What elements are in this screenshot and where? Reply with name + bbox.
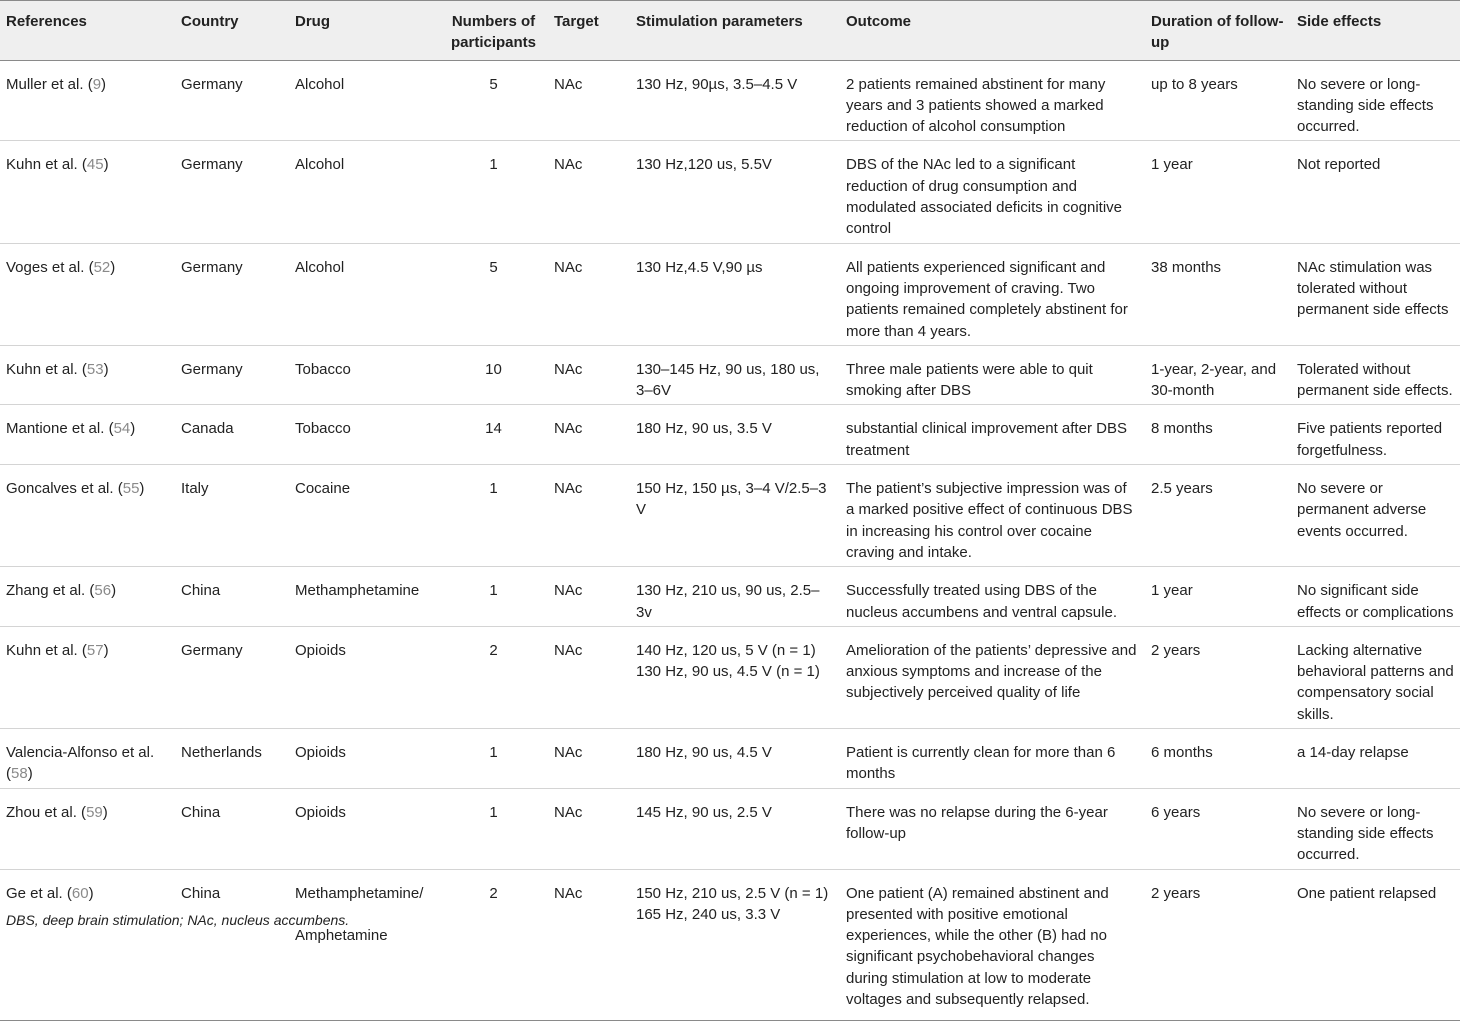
parameters-cell: 130–145 Hz, 90 us, 180 us, 3–6V: [630, 345, 840, 405]
duration-cell: 2.5 years: [1145, 465, 1291, 567]
citation-link[interactable]: 60: [71, 884, 89, 902]
country-cell: China: [175, 788, 289, 869]
parameters-cell: 180 Hz, 90 us, 4.5 V: [630, 729, 840, 789]
side-effects-cell: Tolerated without permanent side effects.: [1291, 345, 1460, 405]
reference-cell: Ge et al. (60): [0, 869, 175, 1021]
duration-cell: 6 years: [1145, 788, 1291, 869]
target-cell: NAc: [548, 243, 630, 345]
reference-cell: Kuhn et al. (53): [0, 345, 175, 405]
side-effects-cell: Five patients reported forgetfulness.: [1291, 405, 1460, 465]
header-target: Target: [548, 1, 630, 61]
table-row: [0, 788, 1460, 869]
parameters-line-1: 150 Hz, 210 us, 2.5 V (n = 1): [636, 884, 829, 902]
country-cell: Germany: [175, 626, 289, 728]
author-text: Zhang et al.: [6, 582, 86, 600]
header-side-effects: Side effects: [1291, 1, 1460, 61]
duration-cell: 1 year: [1145, 141, 1291, 243]
country-cell: Germany: [175, 243, 289, 345]
author-text: Goncalves et al.: [6, 480, 114, 498]
reference-cell: Mantione et al. (54): [0, 405, 175, 465]
participants-cell: 1: [439, 141, 548, 243]
outcome-cell: One patient (A) remained abstinent and presented with positive emotional experiences, while the other (B) had no significant psychobehavioral changes during stimulation at low to moderate voltages and subsequently relapsed.: [840, 869, 1145, 1021]
author-text: Kuhn et al.: [6, 156, 78, 174]
reference-cell: Zhang et al. (56): [0, 567, 175, 627]
table-row: [0, 60, 1460, 141]
table-body: [0, 60, 1460, 1021]
participants-cell: 2: [439, 626, 548, 728]
parameters-cell: 130 Hz, 210 us, 90 us, 2.5–3v: [630, 567, 840, 627]
target-cell: NAc: [548, 465, 630, 567]
reference-cell: Kuhn et al. (57): [0, 626, 175, 728]
parameters-cell: 140 Hz, 120 us, 5 V (n = 1) 130 Hz, 90 us, 4.5 V (n = 1): [630, 626, 840, 728]
country-cell: Canada: [175, 405, 289, 465]
target-cell: NAc: [548, 869, 630, 1021]
outcome-cell: The patient’s subjective impression was of a marked positive effect of continuous DBS in increasing his control over cocaine craving and intake.: [840, 465, 1145, 567]
drug-line-1: Methamphetamine/: [295, 884, 424, 902]
parameters-cell: 130 Hz,120 us, 5.5V: [630, 141, 840, 243]
target-cell: NAc: [548, 141, 630, 243]
author-text: Valencia-Alfonso et al.: [6, 744, 155, 762]
participants-cell: 14: [439, 405, 548, 465]
table-row: [0, 345, 1460, 405]
table-header-row: [0, 1, 1460, 61]
header-participants: Numbers of participants: [439, 1, 548, 61]
parameters-line-2: 165 Hz, 240 us, 3.3 V: [636, 905, 781, 923]
header-drug: Drug: [289, 1, 439, 61]
side-effects-cell: Lacking alternative behavioral patterns and compensatory social skills.: [1291, 626, 1460, 728]
citation-link[interactable]: 58: [11, 765, 28, 783]
outcome-cell: All patients experienced significant and ongoing improvement of craving. Two patients remained completely abstinent for more than 4 years.: [840, 243, 1145, 345]
reference-cell: Muller et al. (9): [0, 60, 175, 141]
citation-link[interactable]: 57: [86, 641, 104, 659]
drug-cell: Opioids: [289, 626, 439, 728]
reference-cell: Zhou et al. (59): [0, 788, 175, 869]
author-text: Ge et al.: [6, 884, 63, 902]
country-cell: Italy: [175, 465, 289, 567]
side-effects-cell: No severe or long-standing side effects occurred.: [1291, 60, 1460, 141]
header-country: Country: [175, 1, 289, 61]
reference-cell: Voges et al. (52): [0, 243, 175, 345]
side-effects-cell: a 14-day relapse: [1291, 729, 1460, 789]
target-cell: NAc: [548, 788, 630, 869]
citation-link[interactable]: 55: [122, 480, 140, 498]
side-effects-cell: Not reported: [1291, 141, 1460, 243]
target-cell: NAc: [548, 405, 630, 465]
side-effects-cell: No severe or permanent adverse events occurred.: [1291, 465, 1460, 567]
drug-cell: Opioids: [289, 729, 439, 789]
drug-cell: Alcohol: [289, 141, 439, 243]
duration-cell: 38 months: [1145, 243, 1291, 345]
duration-cell: 1 year: [1145, 567, 1291, 627]
side-effects-cell: No severe or long-standing side effects occurred.: [1291, 788, 1460, 869]
header-stimulation-parameters: Stimulation parameters: [630, 1, 840, 61]
participants-cell: 1: [439, 465, 548, 567]
participants-cell: 2: [439, 869, 548, 1021]
author-text: Muller et al.: [6, 75, 84, 93]
table-footnote: DBS, deep brain stimulation; NAc, nucleus accumbens.: [6, 912, 350, 928]
country-cell: Netherlands: [175, 729, 289, 789]
target-cell: NAc: [548, 729, 630, 789]
participants-cell: 1: [439, 729, 548, 789]
participants-cell: 5: [439, 243, 548, 345]
citation-link[interactable]: 59: [86, 803, 103, 821]
parameters-cell: 130 Hz, 90µs, 3.5–4.5 V: [630, 60, 840, 141]
target-cell: NAc: [548, 626, 630, 728]
citation-link[interactable]: 9: [92, 75, 102, 93]
parameters-cell: 130 Hz,4.5 V,90 µs: [630, 243, 840, 345]
duration-cell: 8 months: [1145, 405, 1291, 465]
side-effects-cell: NAc stimulation was tolerated without permanent side effects: [1291, 243, 1460, 345]
parameters-cell: 145 Hz, 90 us, 2.5 V: [630, 788, 840, 869]
reference-cell: Valencia-Alfonso et al. (58): [0, 729, 175, 789]
drug-cell: [289, 869, 439, 1021]
citation-link[interactable]: 53: [86, 360, 104, 378]
outcome-cell: substantial clinical improvement after DBS treatment: [840, 405, 1145, 465]
table-row: [0, 405, 1460, 465]
author-text: Kuhn et al.: [6, 360, 78, 378]
table-row: [0, 729, 1460, 789]
header-outcome: Outcome: [840, 1, 1145, 61]
side-effects-cell: No significant side effects or complications: [1291, 567, 1460, 627]
participants-cell: 1: [439, 788, 548, 869]
table-row: [0, 243, 1460, 345]
drug-cell: Tobacco: [289, 405, 439, 465]
country-cell: Germany: [175, 141, 289, 243]
participants-cell: 1: [439, 567, 548, 627]
duration-cell: 2 years: [1145, 869, 1291, 1021]
citation-link[interactable]: 52: [93, 258, 111, 276]
country-cell: Germany: [175, 60, 289, 141]
country-cell: China: [175, 567, 289, 627]
drug-line-2: Amphetamine: [295, 927, 388, 945]
citation-link[interactable]: 54: [113, 420, 131, 438]
participants-cell: 10: [439, 345, 548, 405]
parameters-cell: 150 Hz, 150 µs, 3–4 V/2.5–3 V: [630, 465, 840, 567]
table-row: [0, 869, 1460, 1021]
outcome-cell: Successfully treated using DBS of the nucleus accumbens and ventral capsule.: [840, 567, 1145, 627]
drug-cell: Cocaine: [289, 465, 439, 567]
target-cell: NAc: [548, 60, 630, 141]
participants-cell: 5: [439, 60, 548, 141]
table-row: [0, 141, 1460, 243]
outcome-cell: There was no relapse during the 6-year follow-up: [840, 788, 1145, 869]
table-row: [0, 626, 1460, 728]
duration-cell: 1-year, 2-year, and 30-month: [1145, 345, 1291, 405]
outcome-cell: Amelioration of the patients’ depressive and anxious symptoms and increase of the subjectively perceived quality of life: [840, 626, 1145, 728]
reference-cell: Kuhn et al. (45): [0, 141, 175, 243]
reference-cell: Goncalves et al. (55): [0, 465, 175, 567]
header-references: References: [0, 1, 175, 61]
outcome-cell: Patient is currently clean for more than 6 months: [840, 729, 1145, 789]
side-effects-cell: One patient relapsed: [1291, 869, 1460, 1021]
table-row: [0, 567, 1460, 627]
country-cell: China: [175, 869, 289, 1021]
author-text: Zhou et al.: [6, 803, 77, 821]
duration-cell: 2 years: [1145, 626, 1291, 728]
target-cell: NAc: [548, 567, 630, 627]
country-cell: Germany: [175, 345, 289, 405]
outcome-cell: 2 patients remained abstinent for many years and 3 patients showed a marked reduction of alcohol consumption: [840, 60, 1145, 141]
citation-link[interactable]: 56: [94, 582, 112, 600]
author-text: Voges et al.: [6, 258, 85, 276]
header-duration: Duration of follow-up: [1145, 1, 1291, 61]
author-text: Kuhn et al.: [6, 641, 78, 659]
outcome-cell: DBS of the NAc led to a significant reduction of drug consumption and modulated associated deficits in cognitive control: [840, 141, 1145, 243]
table-row: [0, 465, 1460, 567]
drug-cell: Tobacco: [289, 345, 439, 405]
drug-cell: Alcohol: [289, 60, 439, 141]
parameters-cell: 180 Hz, 90 us, 3.5 V: [630, 405, 840, 465]
drug-cell: Alcohol: [289, 243, 439, 345]
drug-cell: Opioids: [289, 788, 439, 869]
drug-cell: Methamphetamine: [289, 567, 439, 627]
outcome-cell: Three male patients were able to quit smoking after DBS: [840, 345, 1145, 405]
citation-link[interactable]: 45: [86, 156, 104, 174]
parameters-cell: [630, 869, 840, 1021]
duration-cell: 6 months: [1145, 729, 1291, 789]
author-text: Mantione et al.: [6, 420, 105, 438]
duration-cell: up to 8 years: [1145, 60, 1291, 141]
target-cell: NAc: [548, 345, 630, 405]
